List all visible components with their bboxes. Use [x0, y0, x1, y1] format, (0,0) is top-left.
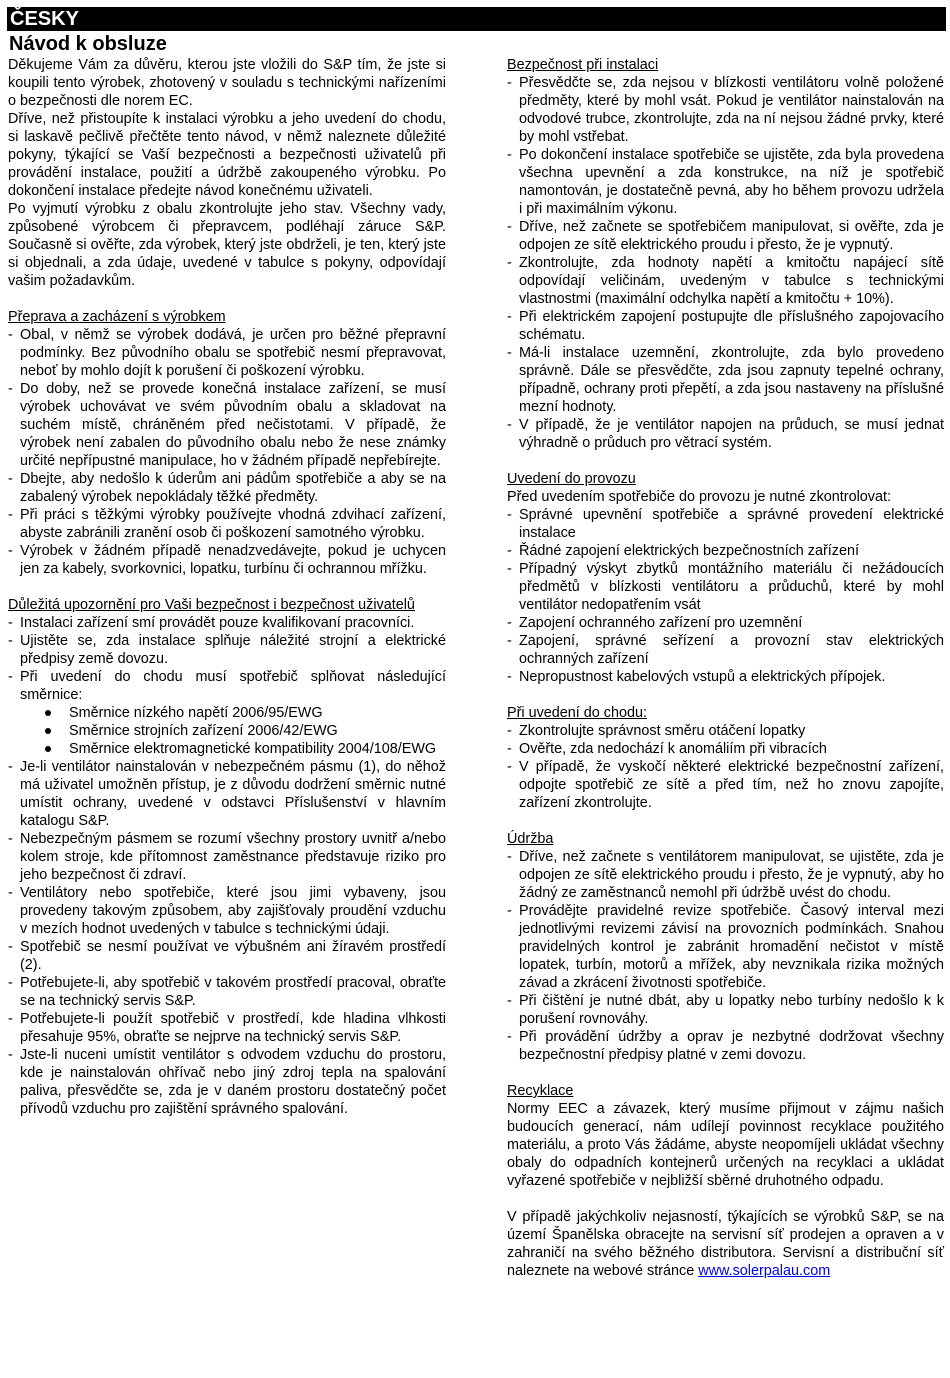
safety-heading: Důležitá upozornění pro Vaši bezpečnost i bezpečnost uživatelů	[8, 597, 415, 613]
list-item: - Ujistěte se, zda instalace splňuje náležité strojní a elektrické předpisy země dovozu.	[8, 632, 446, 668]
spacer	[8, 578, 446, 596]
startup-list	[507, 722, 944, 812]
list-item: - Nebezpečným pásmem se rozumí všechny prostory uvnitř a/nebo kolem stroje, kde přítomnost zaměstnance představuje riziko pro jeho bezpečnost či zdraví.	[8, 830, 446, 884]
commissioning-heading: Uvedení do provozu	[507, 471, 636, 487]
list-item: - Zkontrolujte, zda hodnoty napětí a kmitočtu napájecí sítě odpovídají veličinám, uvedeným v tabulce s technickými vlastnostmi (maximální odchylka napětí a kmitočtu + 10%).	[507, 254, 944, 308]
list-item: - Správné upevnění spotřebiče a správné provedení elektrické instalace	[507, 506, 944, 542]
recycling-text: Normy EEC a závazek, který musíme přijmout v zájmu našich budoucích generací, nám udílejí povinnost recyklace použitého materiálu, a proto Vás žádáme, abyste neopomíjeli ukládat všechny obaly do odpadních kontejnerů určených na recyklaci a ukládat vyřazené spotřebiče v nejbližší sběrné druhotného odpadu.	[507, 1101, 944, 1189]
contact-text: V případě jakýchkoliv nejasností, týkajících se výrobků S&P, se na území Španělska obracejte na servisní síť prodejen a opraven a v zahraničí na svého běžného distributora. Servisní a distribuční síť naleznete na webové stránce	[507, 1209, 944, 1279]
right-column	[507, 56, 944, 1280]
spacer	[507, 452, 944, 470]
directives-intro: Při uvedení do chodu musí spotřebič splňovat následující směrnice:	[20, 669, 446, 703]
spacer	[8, 290, 446, 308]
list-item: - Zapojení, správné seřízení a provozní stav elektrických ochranných zařízení	[507, 632, 944, 668]
website-link[interactable]: www.solerpalau.com	[698, 1263, 831, 1279]
startup-heading: Při uvedení do chodu:	[507, 705, 648, 721]
list-item: - Provádějte pravidelné revize spotřebiče. Časový interval mezi jednotlivými revizemi závisí na provozních podmínkách. Snahou pravidelných kontrol je zabránit hromadění nečistot v místě lopatek, turbín, motorů a mřížek, aby nevznikala rizika možných závad a zkrácení životnosti spotřebiče.	[507, 902, 944, 992]
commissioning-intro: Před uvedením spotřebiče do provozu je nutné zkontrolovat:	[507, 489, 891, 505]
spacer	[507, 812, 944, 830]
transport-list	[8, 326, 446, 578]
list-item	[8, 668, 446, 704]
list-item: - Spotřebič se nesmí používat ve výbušném ani žíravém prostředí (2).	[8, 938, 446, 974]
transport-heading: Přeprava a zacházení s výrobkem	[8, 309, 226, 325]
list-item: - Dříve, než začnete s ventilátorem manipulovat, se ujistěte, zda je odpojen ze sítě elektrického proudu i přesto, že je vypnutý, aby ho žádný ze zaměstnanců nemohl při údržbě uvést do chodu.	[507, 848, 944, 902]
list-item: - Do doby, než se provede konečná instalace zařízení, se musí výrobek uchovávat ve svém původním obalu a skladovat na suchém místě, chráněném před nečistotami. V případě, že výrobek není zabalen do původního obalu nebo že nese známky určité nepřípustné manipulace, ho v žádném případě nepřebírejte.	[8, 380, 446, 470]
directives-list	[8, 704, 446, 758]
list-item: - V případě, že vyskočí některé elektrické bezpečnostní zařízení, odpojte spotřebič ze sítě a před tím, než ho znovu zapojíte, zařízení zkontrolujte.	[507, 758, 944, 812]
list-item: - V případě, že je ventilátor napojen na průduch, se musí jednat výhradně o průduch pro větrací systém.	[507, 416, 944, 452]
list-item: - Dříve, než začnete se spotřebičem manipulovat, si ověřte, zda je odpojen ze sítě elektrického proudu i přesto, že je vypnutý.	[507, 218, 944, 254]
maintenance-list	[507, 848, 944, 1064]
safety-list-continued	[8, 758, 446, 1118]
list-item: - Dbejte, aby nedošlo k úderům ani pádům spotřebiče a aby se na zabalený výrobek nepokládaly těžké předměty.	[8, 470, 446, 506]
list-item: - Ověřte, zda nedochází k anomáliím při vibracích	[507, 740, 944, 758]
list-item: - Při elektrickém zapojení postupujte dle příslušného zapojovacího schématu.	[507, 308, 944, 344]
intro-paragraph-3: Po vyjmutí výrobku z obalu zkontrolujte jeho stav. Všechny vady, způsobené výrobcem či přepravcem, podléhají záruce S&P. Současně si ověřte, zda výrobek, který jste obdrželi, je ten, který jste si objednali, a zda údaje, uvedené v tabulce s pokyny, odpovídají vašim požadavkům.	[8, 201, 446, 289]
contact-paragraph	[507, 1208, 944, 1280]
install-safety-list	[507, 74, 944, 452]
list-item: - Ventilátory nebo spotřebiče, které jsou jimi vybaveny, jsou provedeny takovým způsobem, aby zajišťovaly proudění vzduchu v mezích hodnot uvedených v tabulce s technickými údaji.	[8, 884, 446, 938]
list-item: - Nepropustnost kabelových vstupů a elektrických přípojek.	[507, 668, 944, 686]
list-item: - Výrobek v žádném případě nenadzvedávejte, pokud je uchycen jen za kabely, svorkovnici, lopatku, turbínu či ochrannou mřížku.	[8, 542, 446, 578]
list-item: - Má-li instalace uzemnění, zkontrolujte, zda bylo provedeno správně. Dále se přesvědčte, zda jsou zapnuty tepelné ochrany, případně, ochrany proti přepětí, a zda jsou nastaveny na příslušné mezní hodnoty.	[507, 344, 944, 416]
list-item: - Potřebujete-li použít spotřebič v prostředí, kde hladina vlhkosti přesahuje 95%, obraťte se nejprve na technický servis S&P.	[8, 1010, 446, 1046]
list-item: - Zkontrolujte správnost směru otáčení lopatky	[507, 722, 944, 740]
recycling-heading: Recyklace	[507, 1083, 574, 1099]
spacer	[507, 1064, 944, 1082]
directive-item: Směrnice elektromagnetické kompatibility 2004/108/EWG	[8, 740, 446, 758]
list-item: - Řádné zapojení elektrických bezpečnostních zařízení	[507, 542, 944, 560]
commissioning-list	[507, 506, 944, 686]
list-item: - Instalaci zařízení smí provádět pouze kvalifikovaní pracovníci.	[8, 614, 446, 632]
language-header: ČESKY	[7, 7, 946, 31]
list-item: - Je-li ventilátor nainstalován v nebezpečném pásmu (1), do něhož má uživatel umožněn přístup, je z důvodu dodržení směrnic nutné umístit ochrany, uvedené v odstavci Příslušenství v hlavním katalogu S&P.	[8, 758, 446, 830]
list-item: - Přesvědčte se, zda nejsou v blízkosti ventilátoru volně položené předměty, které by mohl vsát. Pokud je ventilátor nainstalován na odvodové trubce, zkontrolujte, zda na ní nejsou žádné prvky, které by mohl vstřebat.	[507, 74, 944, 146]
document-title: Návod k obsluze	[9, 33, 167, 55]
directive-item: Směrnice nízkého napětí 2006/95/EWG	[8, 704, 446, 722]
list-item: - Po dokončení instalace spotřebiče se ujistěte, zda byla provedena všechna upevnění a zda konstrukce, na níž je spotřebič namontován, je dostatečně pevná, aby ho během provozu udržela i při maximálním výkonu.	[507, 146, 944, 218]
left-column	[8, 56, 446, 1118]
safety-list	[8, 614, 446, 704]
list-item: - Zapojení ochranného zařízení pro uzemnění	[507, 614, 944, 632]
list-item: - Při čištění je nutné dbát, aby u lopatky nebo turbíny nedošlo k k porušení rovnováhy.	[507, 992, 944, 1028]
list-item: - Jste-li nuceni umístit ventilátor s odvodem vzduchu do prostoru, kde je nainstalován ohřívač nebo jiný zdroj tepla na spalování paliva, přesvědčte se, zda je v daném prostoru dostatečný počet přívodů vzduchu pro zajištění správného spalování.	[8, 1046, 446, 1118]
intro-paragraph-1: Děkujeme Vám za důvěru, kterou jste vložili do S&P tím, že jste si koupili tento výrobek, zhotovený v souladu s technickými nařízeními o bezpečnosti dle norem EC.	[8, 57, 446, 109]
list-item: - Obal, v němž se výrobek dodává, je určen pro běžné přepravní podmínky. Bez původního obalu se spotřebič nesmí přepravovat, neboť by mohlo dojít k porušení či poškození výrobku.	[8, 326, 446, 380]
list-item: - Potřebujete-li, aby spotřebič v takovém prostředí pracoval, obraťte se na technický servis S&P.	[8, 974, 446, 1010]
maintenance-heading: Údržba	[507, 831, 554, 847]
spacer	[507, 1190, 944, 1208]
list-item: - Při práci s těžkými výrobky používejte vhodná zdvihací zařízení, abyste zabránili zranění osob či poškození samotného výrobku.	[8, 506, 446, 542]
list-item: - Při provádění údržby a oprav je nezbytné dodržovat všechny bezpečnostní předpisy platné v zemi dovozu.	[507, 1028, 944, 1064]
intro-paragraph-2: Dříve, než přistoupíte k instalaci výrobku a jeho uvedení do chodu, si laskavě pečlivě přečtěte tento návod, v němž naleznete důležité pokyny, týkající se Vaší bezpečnosti a bezpečnosti uživatelů při provádění instalace, použití a údržbě zakoupeného výrobku. Po dokončení instalace předejte návod konečnému uživateli.	[8, 111, 446, 199]
list-item: - Případný výskyt zbytků montážního materiálu či nežádoucích předmětů v blízkosti ventilátoru a průduchů, které by mohl ventilátor nedopatřením vsát	[507, 560, 944, 614]
install-safety-heading: Bezpečnost při instalaci	[507, 57, 659, 73]
directive-item: Směrnice strojních zařízení 2006/42/EWG	[8, 722, 446, 740]
spacer	[507, 686, 944, 704]
